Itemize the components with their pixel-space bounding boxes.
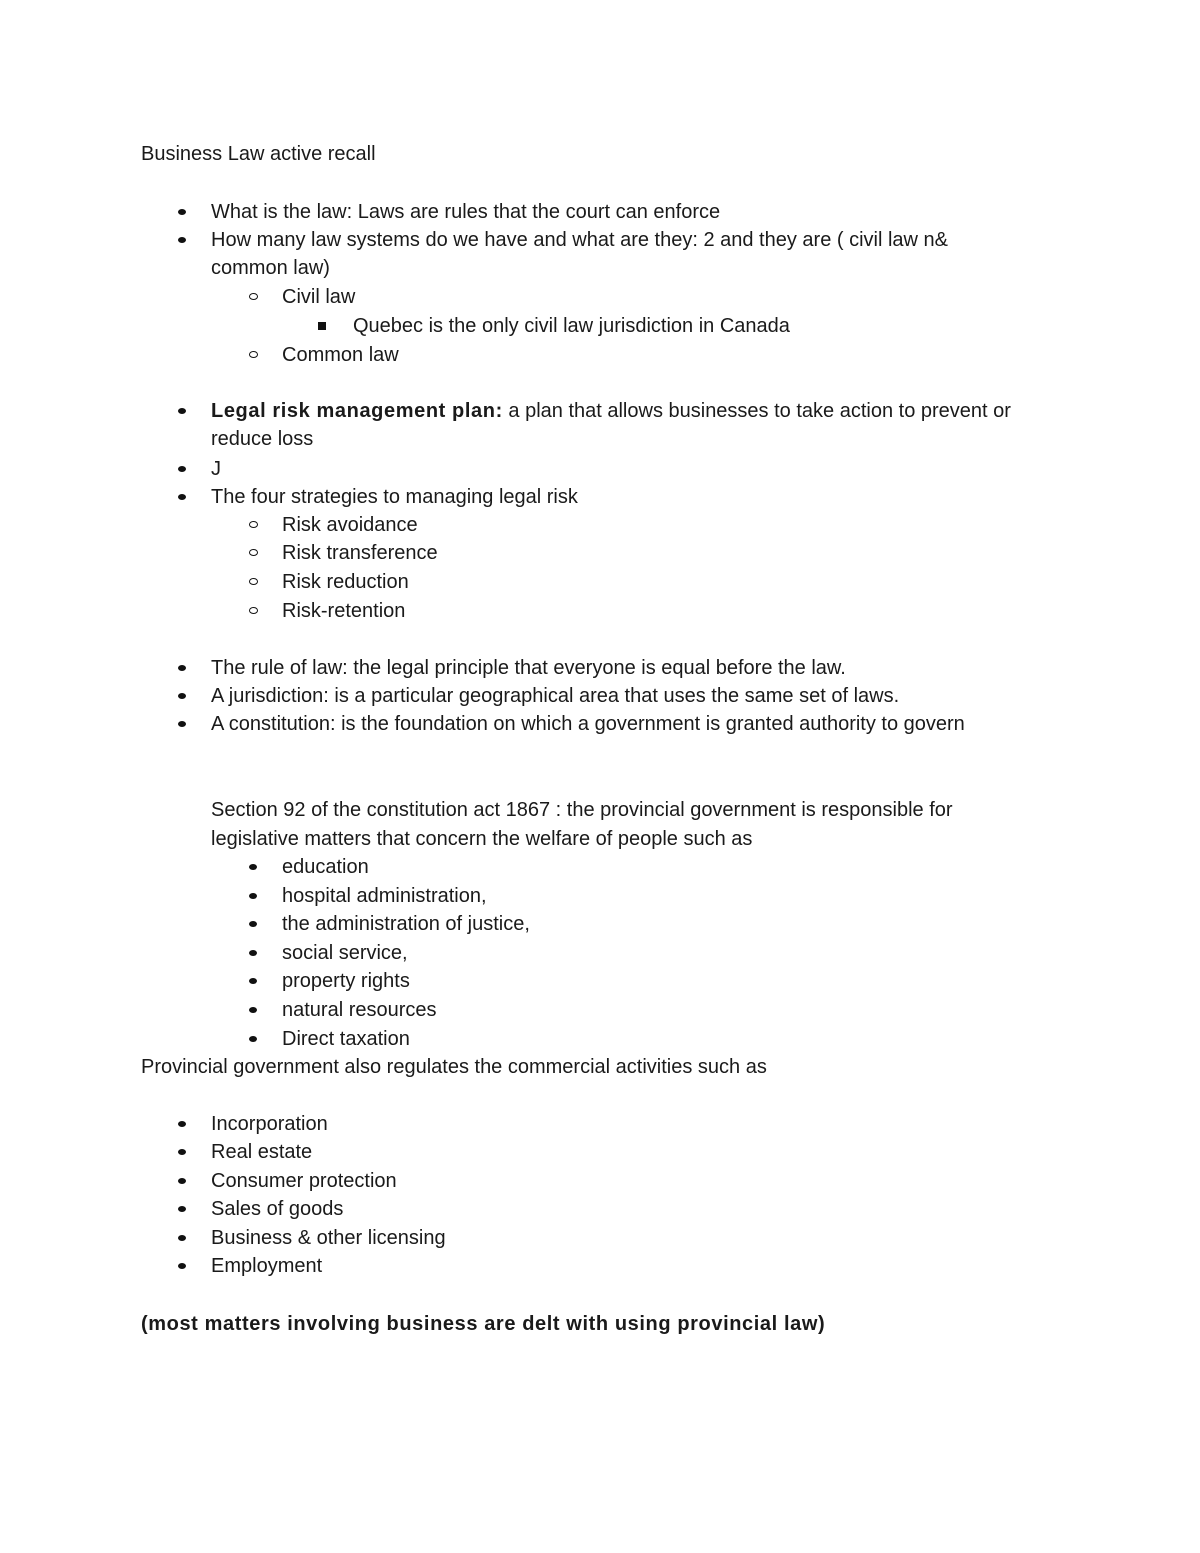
bullet-icon <box>178 1178 186 1184</box>
bullet-icon <box>249 864 257 870</box>
bullet-icon <box>178 721 186 727</box>
bullet-icon <box>249 921 257 927</box>
hollow-bullet-icon <box>249 521 258 528</box>
bullet-icon <box>249 893 257 899</box>
hollow-bullet-icon <box>249 293 258 300</box>
bullet-icon <box>178 693 186 699</box>
bullet-icon <box>249 1007 257 1013</box>
bullet-icon <box>178 466 186 472</box>
bullet-icon <box>178 494 186 500</box>
bullet-icon <box>178 408 186 414</box>
bullet-icon <box>249 978 257 984</box>
bullet-icon <box>249 950 257 956</box>
bullet-icon <box>178 1263 186 1269</box>
bullet-icon <box>249 1036 257 1042</box>
bullet-icon <box>178 665 186 671</box>
document-page: Business Law active recall What is the law: Laws are rules that the court can enforce How many law systems do we have and what are they: 2 and they are ( civil law n& common law) Civil law Quebec is the only civil law jurisdiction in Canada Common law Legal risk management plan: a plan that allows businesses to take action to prevent or reduce loss J The four strategies to managing legal risk Risk avoidance Risk transference Risk reduction Risk-retention The rule of law: the legal principle that everyone is equal before the law. A jurisdiction: is a particular geographical area that uses the same set of laws. A constitution: is the foundation on which a government is granted authority to govern Section 92 of the constitution act 1867 : the provincial government is responsible for legislative matters that concern the welfare of people such as education hospital administration, the administration of justice, social service, property rights natural resources Direct taxation Provincial government also regulates the commercial activities such as Incorporation Real estate Consumer protection Sales of goods Business & other licensing Employment (most matters involving business are delt with using provincial law) <box>141 143 1011 1335</box>
bullet-icon <box>178 209 186 215</box>
hollow-bullet-icon <box>249 607 258 614</box>
bullet-icon <box>178 1149 186 1155</box>
square-bullet-icon <box>318 322 326 330</box>
bullet-icon <box>178 1235 186 1241</box>
hollow-bullet-icon <box>249 578 258 585</box>
bullet-icon <box>178 1206 186 1212</box>
bullet-icon <box>178 237 186 243</box>
hollow-bullet-icon <box>249 351 258 358</box>
bullet-icon <box>178 1121 186 1127</box>
hollow-bullet-icon <box>249 549 258 556</box>
